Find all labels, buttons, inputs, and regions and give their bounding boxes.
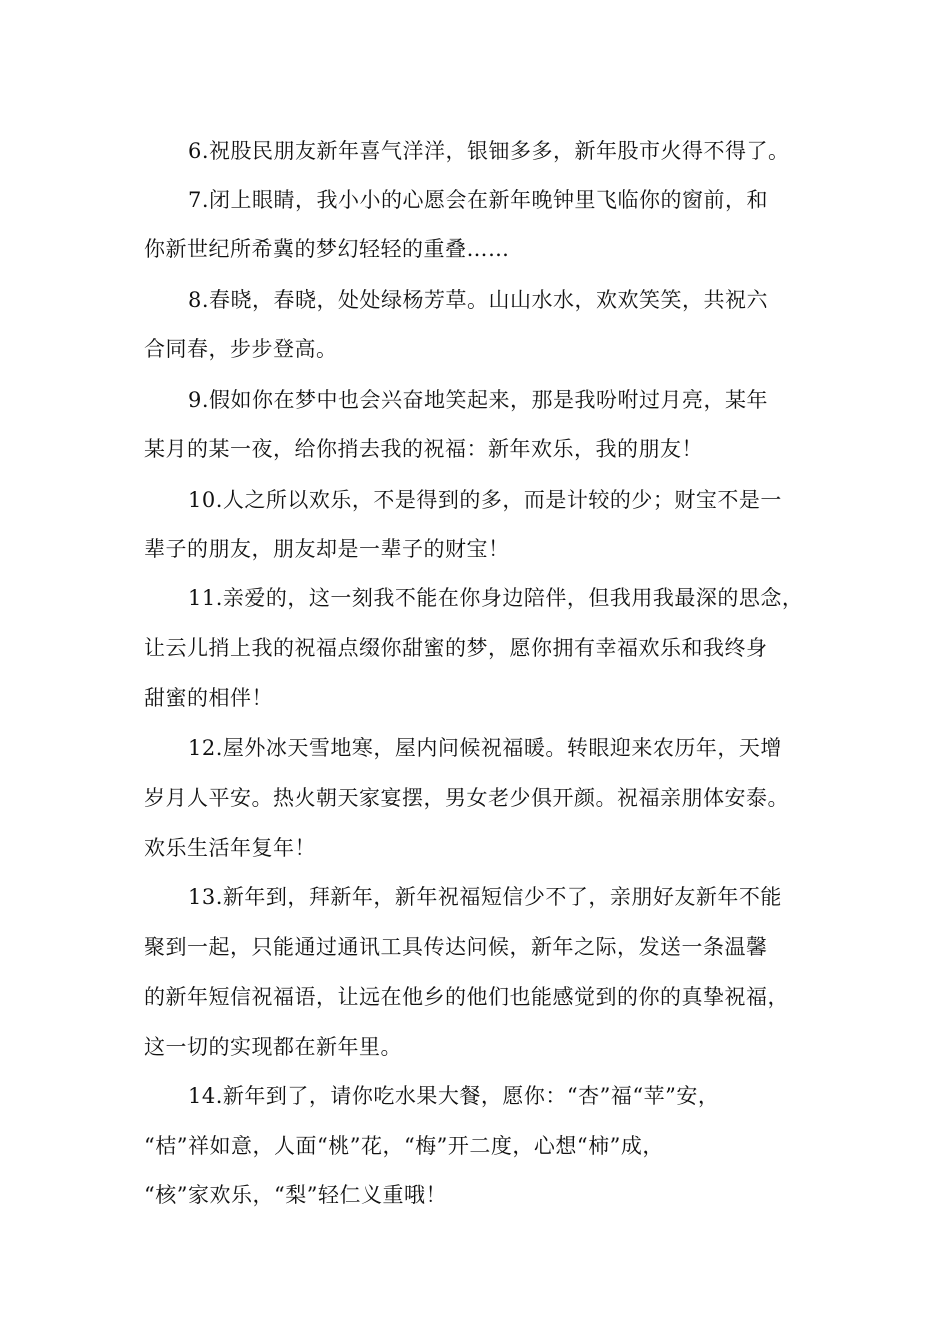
paragraph-7-line-1: 7.闭上眼睛，我小小的心愿会在新年晚钟里飞临你的窗前，和 [188, 188, 769, 212]
paragraph-11-line-2: 让云儿捎上我的祝福点缀你甜蜜的梦，愿你拥有幸福欢乐和我终身 [144, 636, 768, 660]
paragraph-13-line-2: 聚到一起，只能通过通讯工具传达问候，新年之际，发送一条温馨 [144, 935, 768, 959]
paragraph-13-line-4: 这一切的实现都在新年里。 [144, 1035, 402, 1059]
paragraph-9-line-1: 9.假如你在梦中也会兴奋地笑起来，那是我吩咐过月亮，某年 [188, 388, 769, 412]
paragraph-7-line-2: 你新世纪所希冀的梦幻轻轻的重叠…… [144, 237, 510, 261]
paragraph-14-line-1: 14.新年到了，请你吃水果大餐，愿你：“杏”福“苹”安， [188, 1084, 720, 1108]
paragraph-10-line-1: 10.人之所以欢乐，不是得到的多，而是计较的少；财宝不是一 [188, 488, 782, 512]
paragraph-12-line-3: 欢乐生活年复年！ [144, 836, 316, 860]
paragraph-13-line-3: 的新年短信祝福语，让远在他乡的他们也能感觉到的你的真挚祝福， [144, 985, 789, 1009]
paragraph-12-line-2: 岁月人平安。热火朝天家宴摆，男女老少俱开颜。祝福亲朋体安泰。 [144, 786, 789, 810]
paragraph-8-line-1: 8.春晓，春晓，处处绿杨芳草。山山水水，欢欢笑笑，共祝六 [188, 288, 769, 312]
paragraph-9-line-2: 某月的某一夜，给你捎去我的祝福：新年欢乐，我的朋友！ [144, 437, 703, 461]
paragraph-14-line-2: “桔”祥如意，人面“桃”花，“梅”开二度，心想“柿”成， [144, 1134, 664, 1158]
paragraph-12-line-1: 12.屋外冰天雪地寒，屋内问候祝福暖。转眼迎来农历年，天增 [188, 736, 782, 760]
paragraph-10-line-2: 辈子的朋友，朋友却是一辈子的财宝！ [144, 537, 510, 561]
paragraph-13-line-1: 13.新年到，拜新年，新年祝福短信少不了，亲朋好友新年不能 [188, 885, 782, 909]
paragraph-8-line-2: 合同春，步步登高。 [144, 337, 338, 361]
paragraph-11-line-1: 11.亲爱的，这一刻我不能在你身边陪伴，但我用我最深的思念， [188, 586, 804, 610]
paragraph-11-line-3: 甜蜜的相伴！ [144, 686, 273, 710]
paragraph-6-line-1: 6.祝股民朋友新年喜气洋洋，银钿多多，新年股市火得不得了。 [188, 139, 790, 163]
paragraph-14-line-3: “核”家欢乐，“梨”轻仁义重哦！ [144, 1183, 447, 1207]
